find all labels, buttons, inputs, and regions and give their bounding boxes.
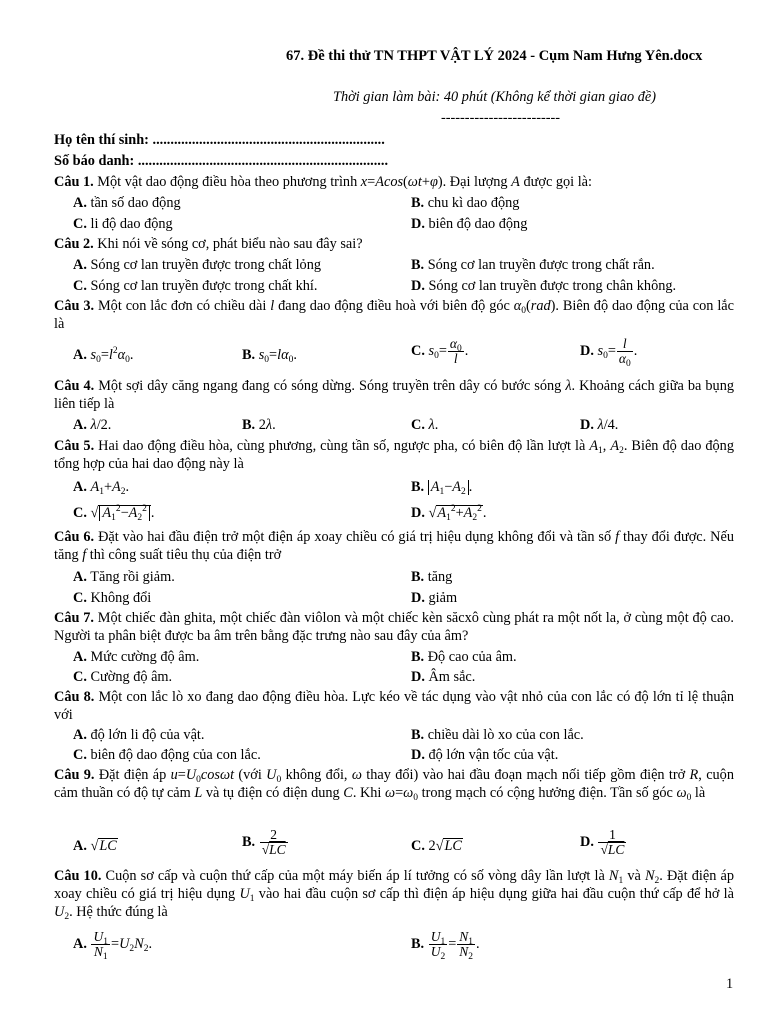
option-a[interactable]: A. $s_0=l^2\alpha_0$. xyxy=(73,346,134,365)
question-5: Câu 5. Hai dao động điều hòa, cùng phương, cùng tần số, ngược pha, có biên độ lần lượt là $A_1$, $A_2$. Biên độ dao động tổng hợp của hai dao động này là xyxy=(54,438,734,472)
question-text: trong mạch có cộng hưởng điện. Tần số góc xyxy=(418,785,677,801)
option-a[interactable]: A. tần số dao động xyxy=(73,195,181,211)
option-c[interactable]: C. Cường độ âm. xyxy=(73,669,173,685)
question-text: thay đổi) vào hai đầu đoạn mạch nối tiếp gồm điện trở xyxy=(361,767,690,783)
option-b[interactable]: B. chu kì dao động xyxy=(411,195,520,211)
question-label: Câu 9. xyxy=(54,767,95,783)
question-text: được gọi là: xyxy=(519,174,592,190)
question-text: . Biên độ dao động tổng hợp của hai dao động này là xyxy=(54,438,734,472)
equation: x xyxy=(360,174,368,190)
question-2 xyxy=(54,235,363,253)
question-10: Câu 10. Cuộn sơ cấp và cuộn thứ cấp của một máy biến áp lí tưởng có số vòng dây lần lượt là $N_1$ và $N_2$. Đặt điện áp xoay chiều có giá trị hiệu dụng $U_1$ vào hai đầu cuộn sơ cấp thì điện áp hiệu dụng giữa hai đầu cuộn thứ cấp để hở là $U_2$. Hệ thức đúng là xyxy=(54,868,734,922)
question-text: và tụ điện có điện dung xyxy=(202,785,344,801)
option-b[interactable]: B. chiều dài lò xo của con lắc. xyxy=(411,727,584,743)
question-text: Một vật dao động điều hòa theo phương trình xyxy=(93,174,361,190)
question-text: . Biên độ dao động của con lắc là xyxy=(54,298,734,332)
student-name-field: Họ tên thí sinh: ................................................................. xyxy=(54,132,385,148)
option-d[interactable]: D. biên độ dao động xyxy=(411,216,528,232)
question-7 xyxy=(54,609,734,645)
question-label: Câu 4. xyxy=(54,378,95,394)
question-text: vào hai đầu cuộn sơ cấp thì điện áp hiệu dụng giữa hai đầu cuộn thứ cấp để hở là xyxy=(254,886,734,902)
question-9: Câu 9. Đặt điện áp $u=U_0\cos\omega t$ (với $U_0$ không đổi, ω thay đổi) vào hai đầu đoạn mạch nối tiếp gồm điện trở R, cuộn cảm thuần có độ tự cảm L và tụ điện có điện dung C. Khi $\omega=\omega_0$ trong mạch có cộng hưởng điện. Tần số góc $\omega_0$ là xyxy=(54,767,734,803)
option-a[interactable]: A. λ/2. xyxy=(73,417,112,433)
page-number: 1 xyxy=(726,976,734,992)
question-text: , cuộn cảm thuần có độ tự cảm xyxy=(54,767,734,801)
question-text: thì công suất tiêu thụ của điện trở xyxy=(86,547,282,563)
question-text: . Khi xyxy=(352,785,385,801)
question-text: . Hệ thức đúng là xyxy=(69,904,168,920)
option-a[interactable]: A. Mức cường độ âm. xyxy=(73,649,200,665)
question-text: Một con lắc đơn có chiều dài xyxy=(94,298,271,314)
question-text: thay đổi được. Nếu tăng xyxy=(54,529,734,563)
document-filename: 67. Đề thi thử TN THPT VẬT LÝ 2024 - Cụm Nam Hưng Yên.docx xyxy=(286,48,703,64)
option-c[interactable]: C. √ $A_1^2-A_2^2$ . xyxy=(73,504,155,523)
option-d[interactable]: D. λ/4. xyxy=(580,417,619,433)
option-b[interactable]: B. $s_0=l\alpha_0$. xyxy=(242,347,297,365)
option-d[interactable]: D. $s_0=$ $\frac{l}{\alpha_0}$ . xyxy=(580,336,638,369)
student-id-field: Số báo danh: ...................................................................... xyxy=(54,153,389,169)
option-d[interactable]: D. Sóng cơ lan truyền được trong chân không. xyxy=(411,278,677,294)
question-text: không đổi, xyxy=(281,767,352,783)
question-3: Câu 3. Một con lắc đơn có chiều dài l đang dao động điều hoà với biên độ góc $\alpha_0(rad)$. Biên độ dao động của con lắc là xyxy=(54,298,734,332)
question-text: Đặt điện áp xyxy=(94,767,171,783)
option-a[interactable]: A. $\frac{U_1}{N_1}$ $=U_2N_2$. xyxy=(73,929,153,962)
option-d[interactable]: D. $√A_1^2+A_2^2$. xyxy=(411,504,487,523)
option-a[interactable]: A. độ lớn li độ của vật. xyxy=(73,727,205,743)
question-text: Một sợi dây căng ngang đang có sóng dừng. Sóng truyền trên dây có bước sóng xyxy=(94,378,566,394)
option-c[interactable]: C. Sóng cơ lan truyền được trong chất khí. xyxy=(73,278,318,294)
option-b[interactable]: B. 2λ. xyxy=(242,417,276,433)
option-a[interactable]: A. Sóng cơ lan truyền được trong chất lỏng xyxy=(73,257,322,273)
option-c[interactable]: C. 2√LC xyxy=(411,838,462,854)
option-b[interactable]: B. tăng xyxy=(411,569,453,585)
question-text: Khi nói về sóng cơ, phát biểu nào sau đây sai? xyxy=(93,236,363,252)
option-c[interactable]: C. Không đổi xyxy=(73,590,152,606)
option-b[interactable]: B. Sóng cơ lan truyền được trong chất rắn. xyxy=(411,257,655,273)
option-c[interactable]: C. li độ dao động xyxy=(73,216,173,232)
question-text: . Đại lượng xyxy=(442,174,512,190)
option-a[interactable]: A. $A_1+A_2$. xyxy=(73,479,130,497)
question-text: Một con lắc lò xo đang dao động điều hòa. Lực kéo về tác dụng vào vật nhỏ của con lắc có độ lớn tỉ lệ thuận với xyxy=(54,689,734,723)
question-label: Câu 1. xyxy=(54,174,94,190)
question-label: Câu 3. xyxy=(54,298,95,314)
question-4: Câu 4. Một sợi dây căng ngang đang có sóng dừng. Sóng truyền trên dây có bước sóng λ. Khoảng cách giữa ba bụng liên tiếp là xyxy=(54,378,734,412)
option-c[interactable]: C. λ. xyxy=(411,417,439,433)
question-text: và xyxy=(623,868,645,884)
option-b[interactable]: B. $A_1-A_2$ . xyxy=(411,479,473,497)
question-text: . Khoảng cách giữa ba bụng liên tiếp là xyxy=(54,378,734,412)
question-label: Câu 2. xyxy=(54,236,94,252)
question-1: Câu 1. Một vật dao động điều hòa theo phương trình x=Acos(ωt+φ). Đại lượng A được gọi là: xyxy=(54,174,592,190)
question-label: Câu 5. xyxy=(54,438,95,454)
question-text: Đặt vào hai đầu điện trở một điện áp xoay chiều có giá trị hiệu dụng không đổi và tần số xyxy=(94,529,616,545)
option-d[interactable]: D. độ lớn vận tốc của vật. xyxy=(411,747,559,763)
question-label: Câu 8. xyxy=(54,689,95,705)
option-b[interactable]: B. $\frac{U_1}{U_2}$ = $\frac{N_1}{N_2}$ . xyxy=(411,929,480,962)
header-divider: ------------------------- xyxy=(441,110,561,126)
question-text: là xyxy=(691,785,706,801)
question-text: đang dao động điều hoà với biên độ góc xyxy=(274,298,514,314)
question-6: Câu 6. Đặt vào hai đầu điện trở một điện áp xoay chiều có giá trị hiệu dụng không đổi và tần số f thay đổi được. Nếu tăng f thì công suất tiêu thụ của điện trở xyxy=(54,529,734,563)
option-d[interactable]: D. giảm xyxy=(411,590,458,606)
option-c[interactable]: C. $s_0=$ $\frac{\alpha_0}{l}$ . xyxy=(411,336,469,366)
question-text: (với xyxy=(234,767,267,783)
question-text: Hai dao động điều hòa, cùng phương, cùng tần số, ngược pha, có biên độ lần lượt là xyxy=(94,438,590,454)
question-label: Câu 10. xyxy=(54,868,102,884)
question-text: Một chiếc đàn ghita, một chiếc đàn viôlon và một chiếc kèn săcxô cùng phát ra một nốt la, ở cùng một độ cao. Người ta phân biệt được ba âm trên bằng đặc trưng nào sau đây của âm? xyxy=(54,610,734,644)
question-text: . Đặt điện áp xoay chiều có giá trị hiệu dụng xyxy=(54,868,734,902)
question-8 xyxy=(54,688,734,724)
exam-time: Thời gian làm bài: 40 phút (Không kể thời gian giao đề) xyxy=(333,89,657,105)
option-b[interactable]: B. $\frac{2}{√LC}$ xyxy=(242,827,286,857)
question-label: Câu 6. xyxy=(54,529,95,545)
question-text: Cuộn sơ cấp và cuộn thứ cấp của một máy biến áp lí tưởng có số vòng dây lần lượt là xyxy=(101,868,609,884)
option-d[interactable]: D. Âm sắc. xyxy=(411,669,476,685)
option-b[interactable]: B. Độ cao của âm. xyxy=(411,649,517,665)
option-a[interactable]: A. Tăng rồi giảm. xyxy=(73,569,175,585)
option-c[interactable]: C. biên độ dao động của con lắc. xyxy=(73,747,261,763)
question-label: Câu 7. xyxy=(54,610,94,626)
option-d[interactable]: D. $\frac{1}{√LC}$ xyxy=(580,827,625,857)
option-a[interactable]: A. √LC xyxy=(73,838,117,854)
